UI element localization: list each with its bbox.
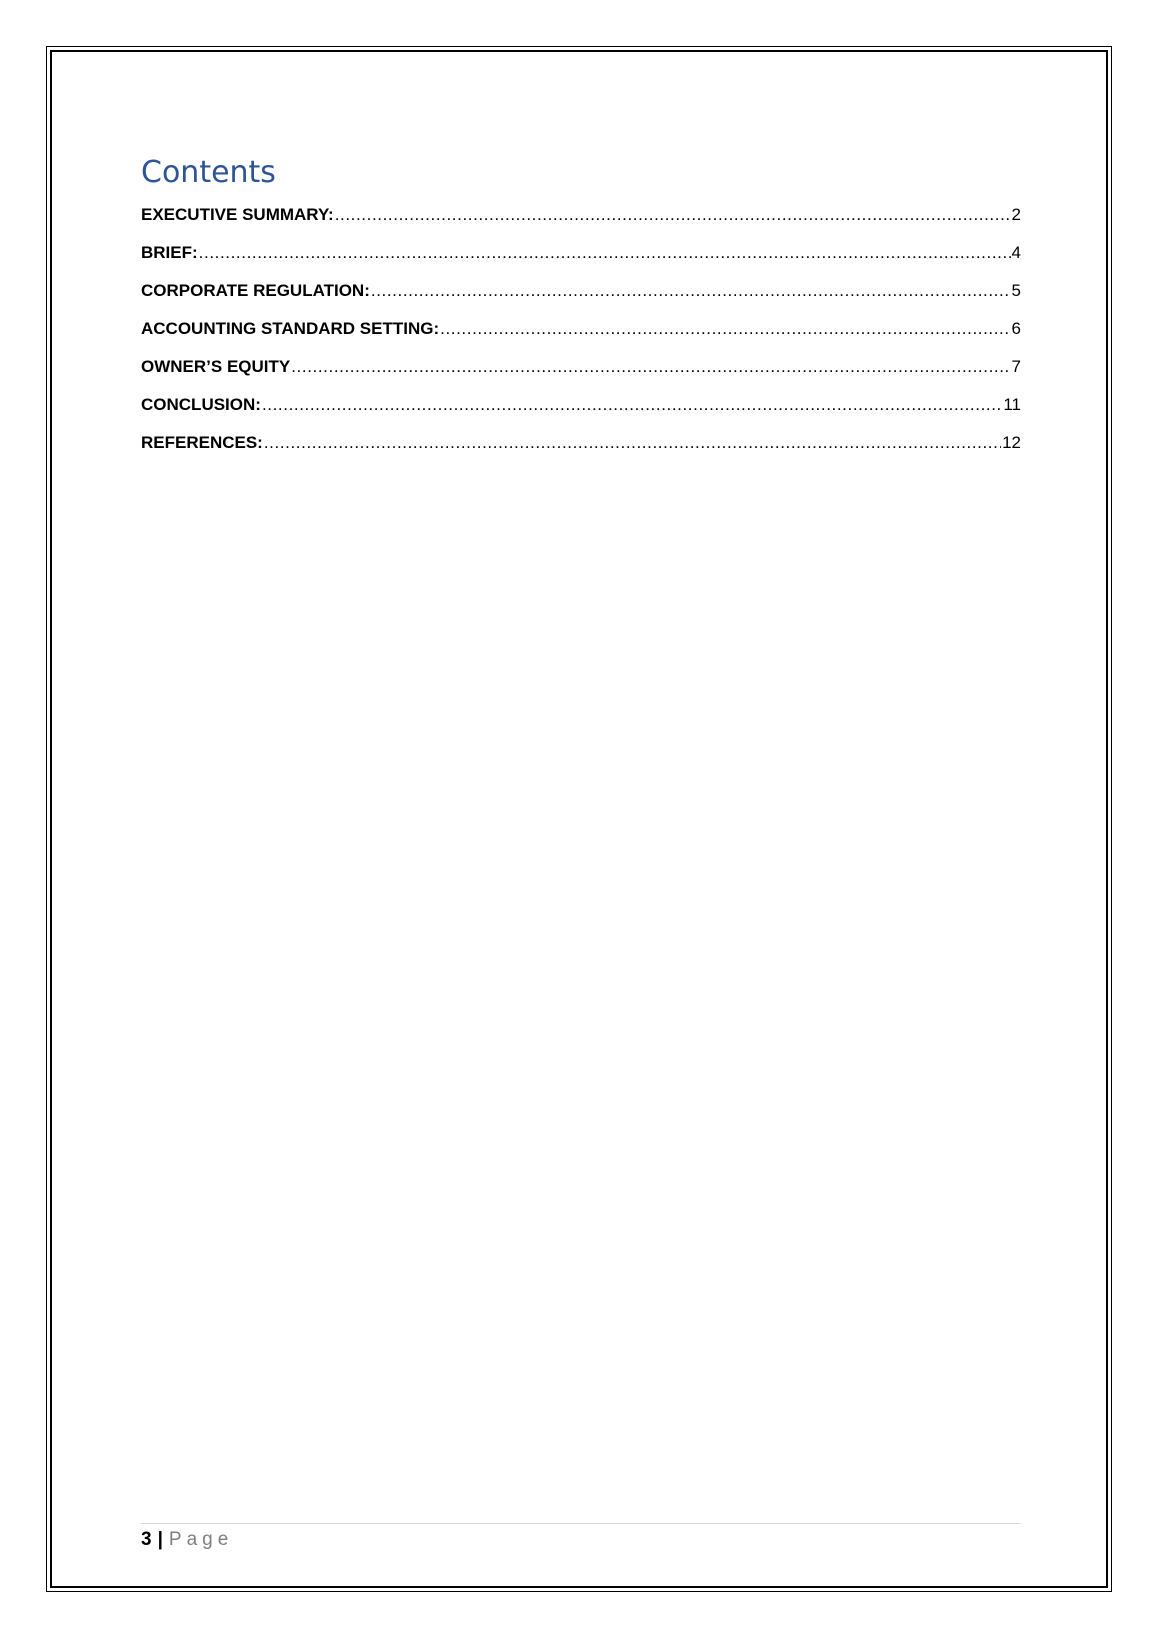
footer-divider: [141, 1523, 1021, 1524]
toc-entry-page: 11: [1003, 395, 1021, 414]
toc-entry[interactable]: [141, 319, 1021, 357]
toc-entry[interactable]: [141, 433, 1021, 471]
toc-entry[interactable]: [141, 281, 1021, 319]
toc-dot-leader: [262, 395, 1002, 415]
toc-dot-leader: [371, 281, 1011, 301]
toc-entry-label: BRIEF:: [141, 243, 198, 262]
toc-entry-page: 7: [1011, 357, 1021, 376]
toc-entry-page: 4: [1011, 243, 1021, 262]
toc-entry[interactable]: [141, 357, 1021, 395]
toc-heading: Contents: [141, 155, 276, 190]
toc-entry-label: CORPORATE REGULATION:: [141, 281, 370, 300]
toc-dot-leader: [199, 243, 1011, 263]
toc-entry-label: ACCOUNTING STANDARD SETTING:: [141, 319, 440, 338]
toc-entry-label: REFERENCES:: [141, 433, 263, 452]
toc-entry-label: OWNER’S EQUITY: [141, 357, 291, 376]
toc-entry[interactable]: [141, 205, 1021, 243]
toc-dot-leader: [291, 357, 1010, 377]
toc-dot-leader: [440, 319, 1010, 339]
toc-entry-page: 5: [1011, 281, 1021, 300]
toc-dot-leader: [335, 205, 1011, 225]
toc-entry[interactable]: [141, 395, 1021, 433]
toc-entry-label: EXECUTIVE SUMMARY:: [141, 205, 334, 224]
table-of-contents: [141, 205, 1021, 471]
toc-entry-page: 6: [1011, 319, 1021, 338]
page-footer: [141, 1530, 233, 1549]
toc-dot-leader: [264, 433, 1001, 453]
footer-page-number: 3: [141, 1529, 152, 1550]
footer-separator: |: [157, 1529, 163, 1550]
toc-entry-page: 2: [1011, 205, 1021, 224]
footer-page-word: Page: [168, 1529, 234, 1550]
toc-entry-page: 12: [1002, 433, 1021, 452]
toc-entry-label: CONCLUSION:: [141, 395, 261, 414]
toc-entry[interactable]: [141, 243, 1021, 281]
